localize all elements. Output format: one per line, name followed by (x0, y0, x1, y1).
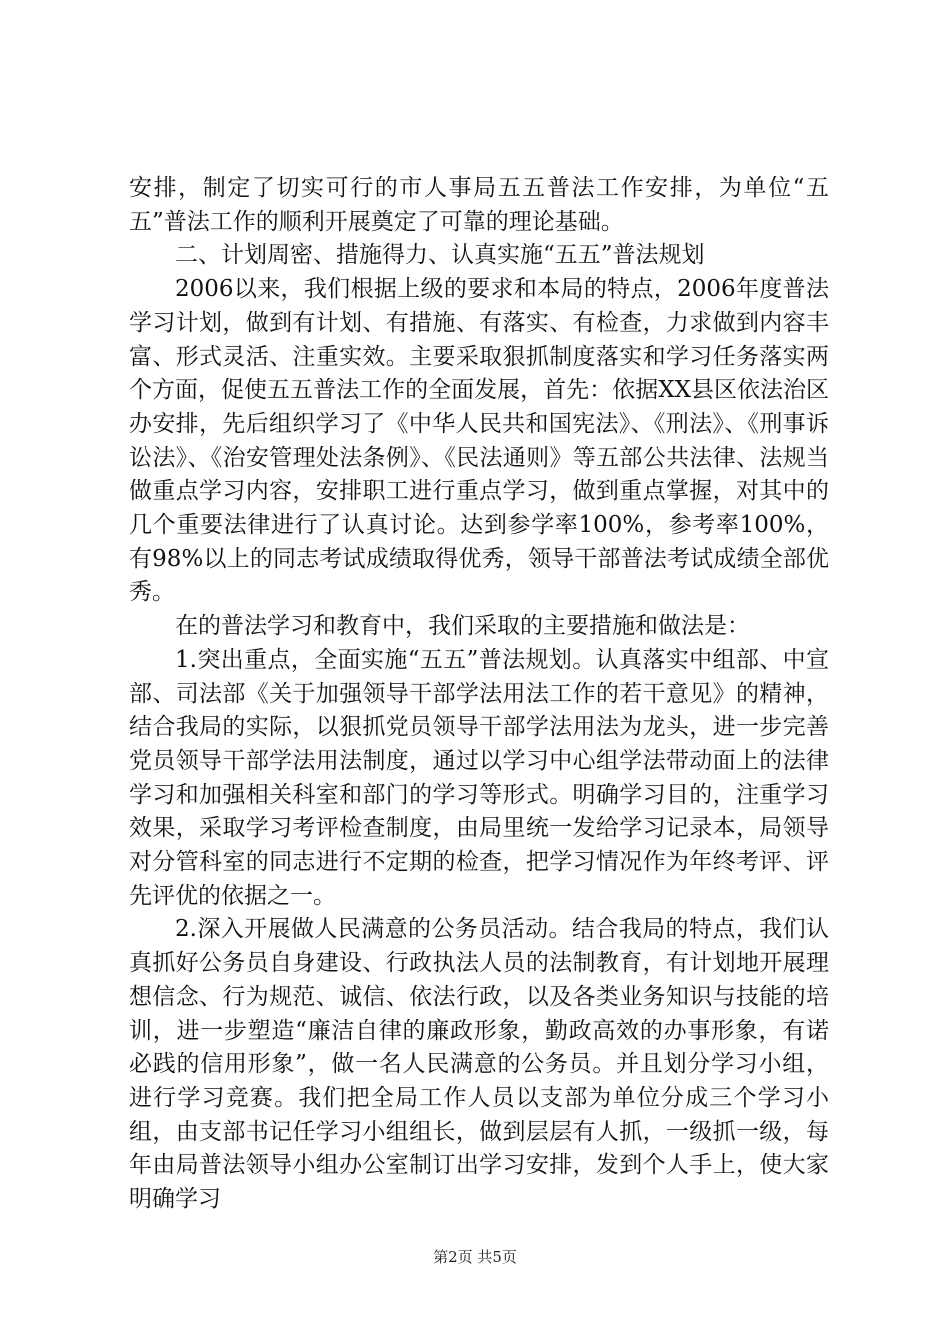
paragraph-continuation: 安排，制定了切实可行的市人事局五五普法工作安排，为单位“五五”普法工作的顺利开展奠定了可靠的理论基础。 (129, 175, 829, 235)
page-number-label: 第2页 共5页 (433, 1248, 517, 1266)
section-heading: 二、计划周密、措施得力、认真实施“五五”普法规划 (175, 242, 705, 269)
page-footer (0, 1246, 950, 1267)
document-body (129, 172, 829, 1217)
paragraph: 2.深入开展做人民满意的公务员活动。结合我局的特点，我们认真抓好公务员自身建设、行政执法人员的法制教育，有计划地开展理想信念、行为规范、诚信、依法行政，以及各类业务知识与技能的培训，进一步塑造“廉洁自律的廉政形象，勤政高效的办事形象，有诺必践的信用形象”，做一名人民满意的公务员。并且划分学习小组，进行学习竞赛。我们把全局工作人员以支部为单位分成三个学习小组，由支部书记任学习小组组长，做到层层有人抓，一级抓一级，每年由局普法领导小组办公室制订出学习安排，发到个人手上，使大家明确学习 (129, 916, 829, 1213)
paragraph: 1.突出重点，全面实施“五五”普法规划。认真落实中组部、中宣部、司法部《关于加强领导干部学法用法工作的若干意见》的精神，结合我局的实际，以狠抓党员领导干部学法用法为龙头，进一步完善党员领导干部学法用法制度，通过以学习中心组学法带动面上的法律学习和加强相关科室和部门的学习等形式。明确学习目的，注重学习效果，采取学习考评检查制度，由局里统一发给学习记录本，局领导对分管科室的同志进行不定期的检查，把学习情况作为年终考评、评先评优的依据之一。 (129, 646, 829, 909)
paragraph: 2006以来，我们根据上级的要求和本局的特点，2006年度普法学习计划，做到有计划、有措施、有落实、有检查，力求做到内容丰富、形式灵活、注重实效。主要采取狠抓制度落实和学习任务落实两个方面，促使五五普法工作的全面发展，首先：依据XX县区依法治区办安排，先后组织学习了《中华人民共和国宪法》、《刑法》、《刑事诉讼法》、《治安管理处法条例》、《民法通则》等五部公共法律、法规当做重点学习内容，安排职工进行重点学习，做到重点掌握，对其中的几个重要法律进行了认真讨论。达到参学率100%，参考率100%，有98%以上的同志考试成绩取得优秀，领导干部普法考试成绩全部优秀。 (129, 276, 829, 606)
paragraph: 在的普法学习和教育中，我们采取的主要措施和做法是： (175, 613, 750, 640)
